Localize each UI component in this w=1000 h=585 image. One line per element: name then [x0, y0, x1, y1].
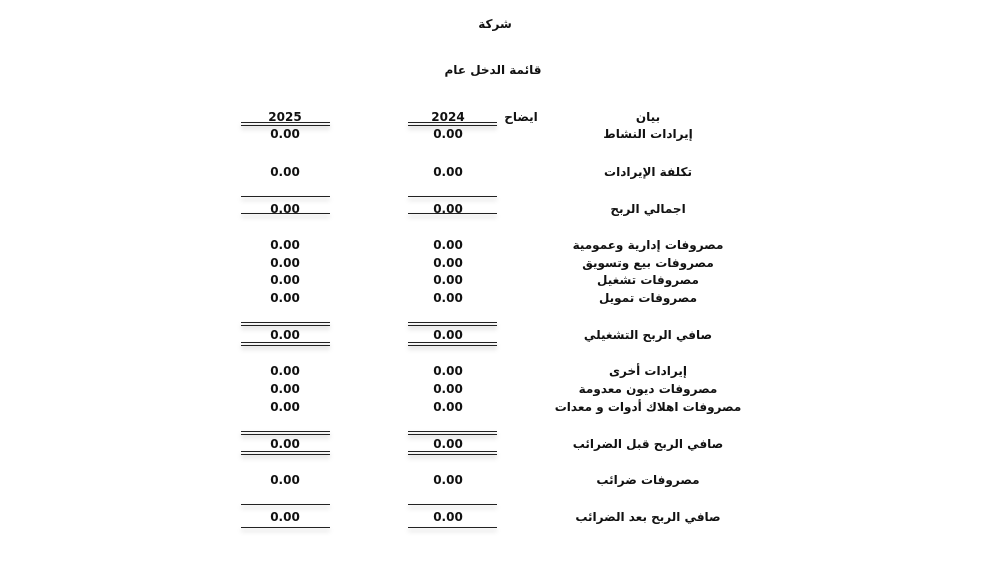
value-2024: 0.00	[433, 382, 463, 396]
rule-line-2025	[241, 527, 330, 528]
rule-line-2025	[241, 125, 330, 126]
row-label: مصروفات تمويل	[598, 291, 698, 305]
rule-line-2025	[241, 454, 330, 455]
report-title: قائمة الدخل عام	[444, 63, 542, 77]
rule-line-2024	[408, 431, 497, 432]
value-2025: 0.00	[270, 473, 300, 487]
value-2024: 0.00	[433, 400, 463, 414]
row-label: مصروفات ضرائب	[596, 473, 700, 487]
value-2025: 0.00	[270, 238, 300, 252]
rule-line-2024	[408, 325, 497, 326]
row-label: تكلفة الإيرادات	[604, 165, 692, 179]
rule-line-2025	[241, 342, 330, 343]
rule-line-2025	[241, 431, 330, 432]
value-2025: 0.00	[270, 437, 300, 451]
value-2024: 0.00	[433, 127, 463, 141]
value-2024: 0.00	[433, 437, 463, 451]
row-label: مصروفات إدارية وعمومية	[572, 238, 724, 252]
value-2025: 0.00	[270, 291, 300, 305]
year-2024-header: 2024	[431, 110, 465, 124]
rule-line-2025	[241, 322, 330, 323]
value-2024: 0.00	[433, 165, 463, 179]
rule-line-2025	[241, 345, 330, 346]
rule-line-2024	[408, 122, 497, 123]
rule-line-2024	[408, 454, 497, 455]
rule-line-2025	[241, 325, 330, 326]
value-2024: 0.00	[433, 202, 463, 216]
value-2024: 0.00	[433, 510, 463, 524]
value-2025: 0.00	[270, 202, 300, 216]
value-2025: 0.00	[270, 273, 300, 287]
value-2024: 0.00	[433, 256, 463, 270]
row-label: مصروفات اهلاك أدوات و معدات	[554, 400, 742, 414]
note-column-header: ايضاح	[504, 110, 538, 124]
value-2024: 0.00	[433, 328, 463, 342]
rule-line-2024	[408, 451, 497, 452]
rule-line-2025	[241, 122, 330, 123]
year-2025-header: 2025	[268, 110, 302, 124]
value-2024: 0.00	[433, 473, 463, 487]
value-2024: 0.00	[433, 273, 463, 287]
rule-line-2024	[408, 342, 497, 343]
value-2024: 0.00	[433, 238, 463, 252]
row-label: مصروفات ديون معدومة	[578, 382, 718, 396]
value-2025: 0.00	[270, 364, 300, 378]
rule-line-2025	[241, 196, 330, 197]
value-2025: 0.00	[270, 256, 300, 270]
value-2025: 0.00	[270, 165, 300, 179]
value-2025: 0.00	[270, 127, 300, 141]
rule-line-2025	[241, 504, 330, 505]
rule-line-2024	[408, 125, 497, 126]
row-label: صافي الربح قبل الضرائب	[572, 437, 724, 451]
rule-line-2025	[241, 451, 330, 452]
rule-line-2024	[408, 345, 497, 346]
value-2024: 0.00	[433, 291, 463, 305]
rule-line-2024	[408, 322, 497, 323]
rule-line-2024	[408, 196, 497, 197]
value-2025: 0.00	[270, 510, 300, 524]
rule-line-2024	[408, 527, 497, 528]
company-name: شركة	[478, 17, 512, 31]
rule-line-2024	[408, 434, 497, 435]
value-2025: 0.00	[270, 400, 300, 414]
rule-line-2025	[241, 434, 330, 435]
row-label: إيرادات النشاط	[603, 127, 693, 141]
value-2024: 0.00	[433, 364, 463, 378]
row-label: مصروفات بيع وتسويق	[582, 256, 714, 270]
rule-line-2024	[408, 504, 497, 505]
row-label: مصروفات تشغيل	[597, 273, 699, 287]
value-2025: 0.00	[270, 328, 300, 342]
row-label: إيرادات أخرى	[609, 364, 687, 378]
row-label: صافي الربح بعد الضرائب	[575, 510, 721, 524]
row-label: اجمالي الربح	[610, 202, 686, 216]
row-label: صافي الربح التشغيلي	[583, 328, 713, 342]
label-column-header: بيان	[635, 110, 661, 124]
value-2025: 0.00	[270, 382, 300, 396]
